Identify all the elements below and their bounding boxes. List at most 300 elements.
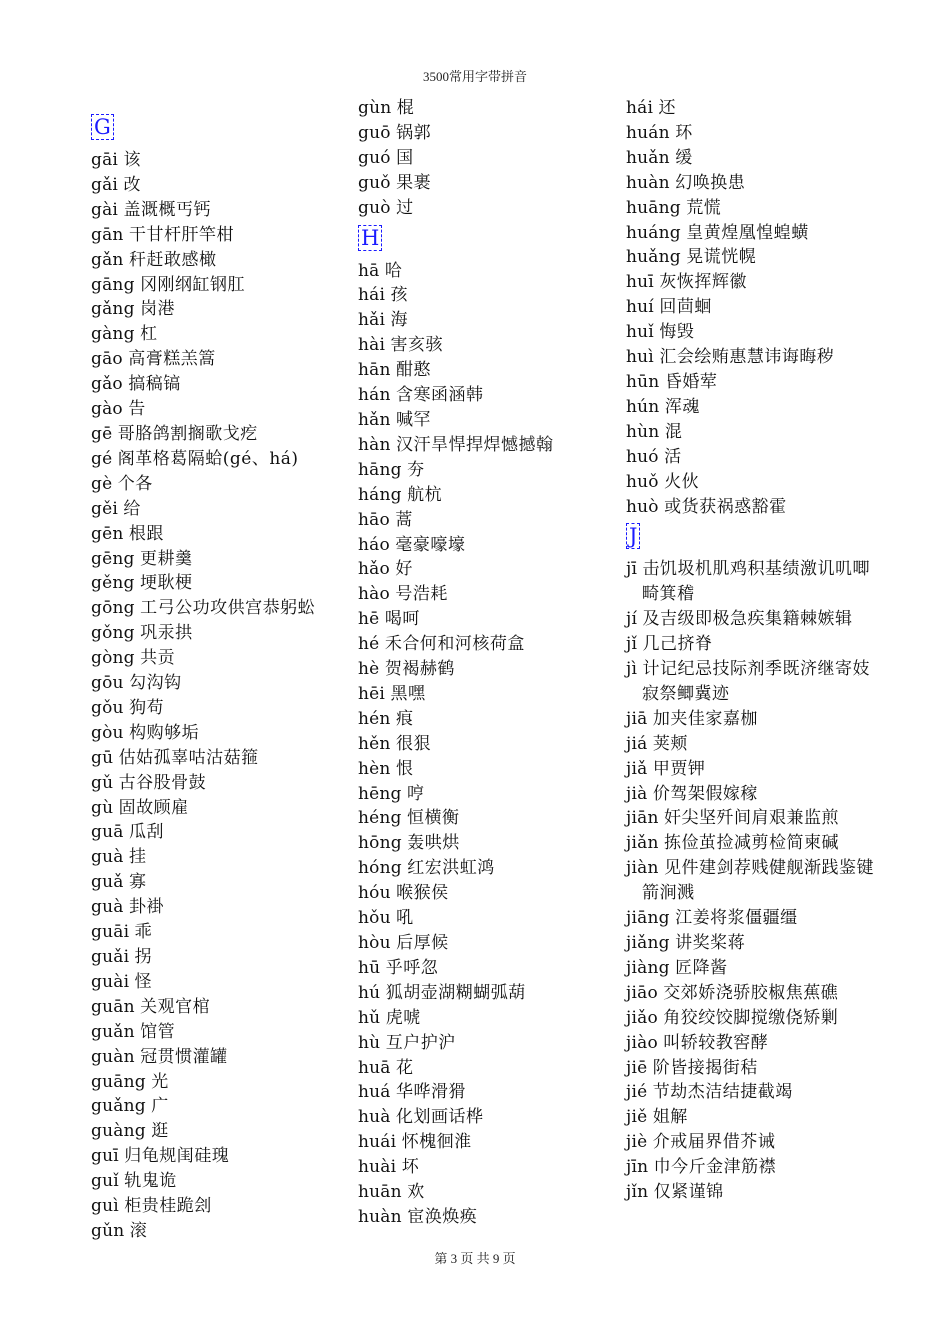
- characters: 高膏糕羔篙: [128, 349, 216, 370]
- characters: 寡: [128, 872, 147, 893]
- characters: 阁革格葛隔蛤(gé、há): [117, 448, 299, 469]
- pinyin: huǒ: [626, 471, 659, 492]
- characters: 虎唬: [385, 1007, 421, 1028]
- pinyin-entry: [358, 956, 613, 981]
- characters: 仅紧谨锦: [653, 1182, 724, 1203]
- characters: 拣俭茧捡减剪检简柬碱: [664, 833, 839, 854]
- pinyin: hū: [358, 957, 381, 978]
- pinyin: hè: [358, 659, 380, 680]
- pinyin: jǐn: [626, 1182, 649, 1203]
- pinyin: hǎo: [358, 559, 390, 580]
- pinyin-entry: [358, 682, 613, 707]
- characters: 共贡: [140, 648, 176, 669]
- characters: 工弓公功攻供宫恭躬蚣: [140, 598, 316, 619]
- pinyin: jiàn: [626, 858, 659, 879]
- pinyin-entry: [626, 1155, 876, 1180]
- pinyin: huài: [358, 1157, 397, 1178]
- pinyin: hái: [626, 98, 654, 118]
- characters: 卦褂: [128, 897, 164, 918]
- pinyin-entry: [91, 696, 341, 721]
- pinyin: hǒu: [358, 908, 391, 929]
- pinyin: guō: [358, 122, 391, 143]
- pinyin: jià: [626, 783, 648, 804]
- characters: 几己挤脊: [642, 634, 713, 655]
- pinyin-entry: [358, 757, 613, 782]
- pinyin-entry: [358, 856, 613, 881]
- characters: 狐胡壶湖糊蝴弧葫: [385, 982, 526, 1003]
- pinyin-entry: [91, 621, 341, 646]
- pinyin-entry: [626, 757, 876, 782]
- pinyin: guài: [91, 971, 130, 992]
- pinyin: hāo: [358, 509, 390, 530]
- pinyin: jí: [626, 609, 638, 630]
- characters: 含寒函涵韩: [396, 385, 484, 406]
- pinyin: huán: [626, 122, 670, 143]
- pinyin-entry: [91, 845, 341, 870]
- pinyin-entry: [626, 420, 876, 445]
- pinyin: guò: [358, 197, 391, 218]
- pinyin: gàng: [91, 324, 135, 345]
- pinyin-entry: [91, 173, 341, 198]
- characters: 交郊娇浇骄胶椒焦蕉礁: [663, 982, 839, 1003]
- pinyin: gān: [91, 224, 124, 245]
- characters: 欢: [407, 1182, 425, 1203]
- characters: 估姑孤辜咕沽菇箍: [118, 747, 259, 768]
- pinyin-entry: [358, 121, 613, 146]
- pinyin: huǐ: [626, 322, 654, 343]
- pinyin-entry: [358, 1205, 613, 1230]
- characters: 逛: [151, 1121, 169, 1142]
- pinyin-entry: [91, 447, 341, 472]
- pinyin: gěng: [91, 573, 135, 594]
- characters: 很狠: [395, 733, 431, 754]
- pinyin: guā: [91, 822, 124, 843]
- pinyin-entry: [91, 945, 341, 970]
- pinyin-entry: [626, 956, 876, 981]
- characters: 怀槐徊淮: [401, 1132, 472, 1153]
- pinyin-entry: [626, 320, 876, 345]
- characters: 后厚候: [396, 933, 449, 953]
- characters: 怪: [134, 971, 153, 992]
- pinyin: hén: [358, 708, 391, 729]
- pinyin-entry: [91, 422, 341, 447]
- pinyin-entry: [626, 931, 876, 956]
- characters: 该: [123, 150, 141, 170]
- pinyin: guà: [91, 897, 124, 918]
- characters: 酣憨: [396, 360, 432, 381]
- characters: 活: [664, 446, 682, 467]
- pinyin-entry: [358, 1006, 613, 1031]
- page-header: 3500常用字带拼音: [422, 69, 527, 84]
- characters: 毫豪嚎壕: [395, 534, 466, 555]
- pinyin-entry: [91, 1219, 341, 1244]
- characters: 滚: [129, 1220, 148, 1241]
- characters: 恨: [395, 758, 414, 779]
- pinyin-entry: [626, 495, 876, 520]
- pinyin: gǔn: [91, 1220, 125, 1241]
- pinyin-entry: [626, 221, 876, 246]
- pinyin-entry: [91, 297, 341, 322]
- characters: 回茴蛔: [659, 297, 712, 318]
- pinyin: jiá: [626, 733, 648, 754]
- pinyin: guāng: [91, 1071, 146, 1092]
- column-1: [91, 110, 341, 1244]
- pinyin: jiě: [626, 1107, 648, 1128]
- characters: 互户护沪: [385, 1032, 456, 1053]
- pinyin-entry: [626, 121, 876, 146]
- pinyin-entry: [626, 470, 876, 495]
- characters: 秆赶敢感橄: [128, 249, 217, 270]
- pinyin-entry: [626, 1056, 876, 1081]
- pinyin-entry: [91, 796, 341, 821]
- pinyin-entry: [626, 732, 876, 757]
- pinyin-entry: [626, 782, 876, 807]
- characters: 奸尖坚歼间肩艰兼监煎: [664, 808, 839, 829]
- characters: 蒿: [395, 509, 413, 530]
- pinyin-entry: [626, 831, 876, 856]
- pinyin: guǎn: [91, 1021, 135, 1042]
- characters: 轨鬼诡: [124, 1171, 177, 1192]
- pinyin-entry: [358, 483, 613, 508]
- pinyin-entry: [91, 995, 341, 1020]
- pinyin: guī: [91, 1146, 119, 1167]
- characters: 干甘杆肝竿柑: [128, 224, 234, 245]
- pinyin: jiān: [626, 808, 659, 829]
- pinyin: gǎn: [91, 249, 124, 270]
- pinyin: hé: [358, 634, 380, 655]
- pinyin: gù: [91, 797, 114, 818]
- pinyin: huī: [626, 272, 654, 293]
- characters: 匠降酱: [675, 957, 728, 978]
- section-heading: [626, 521, 876, 557]
- pinyin: jì: [626, 659, 638, 680]
- pinyin-entry: [91, 895, 341, 920]
- pinyin: hā: [358, 260, 380, 281]
- pinyin-entry: [358, 1080, 613, 1105]
- pinyin-entry: [91, 1070, 341, 1095]
- characters: 号浩耗: [395, 584, 448, 605]
- characters: 告: [128, 399, 146, 420]
- pinyin: guǐ: [91, 1171, 119, 1192]
- pinyin: jiāng: [626, 908, 670, 929]
- pinyin-entry: [91, 198, 341, 223]
- pinyin: gōu: [91, 673, 124, 694]
- pinyin-entry: [358, 333, 613, 358]
- pinyin-entry: [626, 345, 876, 370]
- pinyin: hǎn: [358, 409, 391, 430]
- pinyin: gēn: [91, 523, 124, 544]
- characters: 晃谎恍幌: [686, 247, 757, 268]
- pinyin: héng: [358, 808, 402, 829]
- pinyin: hūn: [626, 371, 660, 392]
- pinyin-entry: [358, 196, 613, 221]
- pinyin-entry: [358, 881, 613, 906]
- pinyin-entry: [91, 870, 341, 895]
- pinyin-entry: [358, 408, 613, 433]
- pinyin: gǔ: [91, 772, 114, 793]
- characters: 环: [675, 122, 693, 143]
- pinyin: hèn: [358, 758, 391, 779]
- pinyin-entry: [91, 347, 341, 372]
- pinyin-entry: [358, 508, 613, 533]
- pinyin: gài: [91, 199, 119, 220]
- pinyin-entry: [626, 196, 876, 221]
- column-3: [626, 96, 876, 1205]
- characters: 贺褐赫鹤: [384, 659, 455, 680]
- characters: 盖溉概丐钙: [123, 199, 211, 220]
- characters: 介戒届界借芥诫: [652, 1132, 776, 1153]
- section-heading: [91, 112, 341, 148]
- pinyin: háo: [358, 534, 390, 555]
- pinyin: guì: [91, 1196, 119, 1217]
- pinyin-entry: [358, 1180, 613, 1205]
- characters: 挂: [128, 847, 147, 868]
- pinyin-entry: [626, 245, 876, 270]
- pinyin: huā: [358, 1057, 391, 1078]
- characters: 广: [151, 1096, 169, 1117]
- characters: 孩: [390, 285, 409, 306]
- characters: 阶皆接揭街秸: [652, 1057, 758, 1078]
- pinyin: guāi: [91, 922, 130, 943]
- pinyin-entry: [358, 931, 613, 956]
- characters: 古谷股骨鼓: [118, 772, 207, 793]
- characters: 海: [390, 310, 409, 331]
- pinyin-entry: [358, 657, 613, 682]
- characters: 固故顾雇: [118, 797, 189, 818]
- pinyin: gōng: [91, 598, 135, 619]
- characters: 叫轿较教窖酵: [663, 1032, 769, 1053]
- pinyin: gùn: [358, 98, 392, 118]
- pinyin: gǒng: [91, 623, 135, 644]
- section-letter: J: [626, 523, 640, 549]
- pinyin: hěn: [358, 733, 391, 754]
- pinyin-entry: [358, 458, 613, 483]
- pinyin: hóng: [358, 858, 402, 879]
- characters: 过: [396, 197, 414, 218]
- pinyin: guó: [358, 147, 391, 168]
- pinyin-entry: [91, 248, 341, 273]
- pinyin-entry: [626, 1105, 876, 1130]
- pinyin-entry: [358, 557, 613, 582]
- pinyin-entry: [91, 223, 341, 248]
- characters: 火伙: [664, 471, 700, 492]
- pinyin: jiā: [626, 708, 648, 729]
- characters: 冠贯惯灌罐: [140, 1046, 228, 1067]
- characters: 灰恢挥辉徽: [659, 272, 747, 293]
- characters: 杠: [140, 324, 158, 345]
- characters: 狗苟: [129, 697, 165, 718]
- characters: 宦涣焕痪: [407, 1206, 478, 1227]
- pinyin: gāi: [91, 150, 119, 170]
- pinyin: jiàng: [626, 957, 670, 978]
- pinyin-entry: [358, 1056, 613, 1081]
- characters: 航杭: [407, 484, 443, 505]
- pinyin: jiāo: [626, 982, 658, 1003]
- pinyin: gāo: [91, 349, 123, 370]
- pinyin-entry: [626, 445, 876, 470]
- pinyin: gěi: [91, 498, 118, 519]
- pinyin-entry: [626, 856, 876, 906]
- pinyin: jī: [626, 559, 638, 580]
- characters: 哈: [384, 260, 403, 281]
- pinyin-entry: [358, 906, 613, 931]
- pinyin-entry: [626, 557, 876, 607]
- pinyin-entry: [358, 259, 613, 284]
- pinyin-entry: [91, 547, 341, 572]
- pinyin-entry: [91, 397, 341, 422]
- pinyin-entry: [626, 707, 876, 732]
- characters: 果裹: [396, 172, 432, 193]
- characters: 棍: [396, 98, 415, 118]
- characters: 华哗滑猾: [396, 1082, 467, 1103]
- pinyin-entry: [626, 146, 876, 171]
- pinyin: hài: [358, 335, 386, 356]
- pinyin: jiào: [626, 1032, 658, 1053]
- pinyin: hāng: [358, 459, 402, 480]
- pinyin: gòu: [91, 722, 124, 743]
- pinyin: huà: [358, 1107, 391, 1128]
- pinyin-entry: [358, 283, 613, 308]
- characters: 哼: [407, 783, 425, 804]
- pinyin: hān: [358, 360, 391, 381]
- pinyin-entry: [91, 1094, 341, 1119]
- pinyin-entry: [91, 1194, 341, 1219]
- pinyin: hē: [358, 609, 380, 630]
- pinyin-entry: [358, 607, 613, 632]
- pinyin: jīn: [626, 1157, 649, 1178]
- pinyin-entry: [91, 1119, 341, 1144]
- pinyin: hēng: [358, 783, 402, 804]
- pinyin-entry: [358, 1105, 613, 1130]
- pinyin: jiǎng: [626, 933, 670, 953]
- characters: 或货获祸惑豁霍: [664, 496, 787, 517]
- pinyin: hóu: [358, 883, 391, 904]
- pinyin: jiē: [626, 1057, 648, 1078]
- pinyin: guàng: [91, 1121, 146, 1142]
- pinyin: hái: [358, 285, 386, 306]
- characters: 巾今斤金津筋襟: [653, 1157, 777, 1178]
- characters: 喉猴侯: [396, 883, 449, 904]
- pinyin-entry: [91, 596, 341, 621]
- characters: 好: [395, 559, 413, 580]
- pinyin: jiǎo: [626, 1007, 658, 1028]
- characters: 搞稿镐: [128, 374, 181, 395]
- pinyin: guǎ: [91, 872, 124, 893]
- pinyin-entry: [626, 1130, 876, 1155]
- characters: 红宏洪虹鸿: [407, 858, 495, 879]
- pinyin-entry: [358, 533, 613, 558]
- characters: 击饥圾机肌鸡积基绩激讥叽唧畸箕稽: [642, 559, 871, 605]
- characters: 悔毁: [659, 322, 695, 343]
- characters: 埂耿梗: [139, 573, 193, 594]
- pinyin-entry: [91, 646, 341, 671]
- section-letter: H: [358, 225, 382, 251]
- pinyin-entry: [358, 632, 613, 657]
- characters: 角狡绞饺脚搅缴侥矫剿: [663, 1007, 839, 1028]
- pinyin-entry: [91, 771, 341, 796]
- characters: 给: [123, 498, 141, 519]
- pinyin-entry: [91, 820, 341, 845]
- pinyin: huí: [626, 297, 654, 318]
- characters: 讲奖桨蒋: [675, 933, 746, 953]
- pinyin: jiǎn: [626, 833, 659, 854]
- characters: 还: [658, 98, 677, 118]
- pinyin: guǎi: [91, 947, 130, 967]
- pinyin-entry: [358, 806, 613, 831]
- characters: 计记纪忌技际剂季既济继寄妓寂祭鲫冀迹: [642, 659, 871, 704]
- characters: 勾沟钩: [129, 673, 182, 694]
- pinyin-entry: [91, 1144, 341, 1169]
- characters: 汉汗旱悍捍焊憾撼翰: [396, 434, 554, 455]
- pinyin-entry: [91, 372, 341, 397]
- characters: 拐: [134, 947, 153, 967]
- pinyin-entry: [626, 1006, 876, 1031]
- pinyin-entry: [91, 970, 341, 995]
- characters: 喝呵: [384, 609, 420, 630]
- pinyin-entry: [358, 308, 613, 333]
- pinyin-entry: [626, 607, 876, 632]
- pinyin: huì: [626, 347, 654, 368]
- characters: 及吉级即极急疾集籍棘嫉辑: [642, 609, 853, 630]
- pinyin-entry: [91, 1169, 341, 1194]
- characters: 荚颊: [652, 733, 688, 754]
- characters: 黑嘿: [390, 683, 426, 704]
- pinyin-entry: [91, 721, 341, 746]
- pinyin: jié: [626, 1082, 648, 1103]
- pinyin-entry: [626, 370, 876, 395]
- characters: 甲贾钾: [652, 758, 706, 779]
- pinyin: hún: [626, 396, 660, 417]
- pinyin-entry: [91, 322, 341, 347]
- pinyin-entry: [358, 782, 613, 807]
- characters: 混: [664, 421, 683, 442]
- pinyin: huān: [358, 1182, 402, 1203]
- characters: 价驾架假嫁稼: [652, 783, 758, 804]
- pinyin-entry: [358, 981, 613, 1006]
- characters: 坏: [401, 1157, 420, 1178]
- characters: 馆管: [140, 1021, 176, 1042]
- pinyin-entry: [358, 1130, 613, 1155]
- pinyin: gè: [91, 473, 113, 494]
- characters: 根跟: [128, 523, 164, 544]
- pinyin: guǎng: [91, 1096, 146, 1117]
- pinyin-entry: [626, 395, 876, 420]
- pinyin: huǎng: [626, 247, 681, 268]
- pinyin-entry: [626, 295, 876, 320]
- pinyin: gǎng: [91, 299, 135, 320]
- pinyin-entry: [358, 358, 613, 383]
- characters: 禾合何和河核荷盒: [384, 634, 525, 655]
- pinyin: hú: [358, 982, 381, 1003]
- pinyin-entry: [91, 671, 341, 696]
- pinyin: huǎn: [626, 147, 670, 168]
- pinyin: gào: [91, 399, 123, 420]
- characters: 化划画话桦: [396, 1107, 484, 1128]
- pinyin: guǒ: [358, 172, 391, 193]
- characters: 花: [396, 1057, 414, 1078]
- characters: 害亥骇: [390, 335, 444, 356]
- characters: 锅郭: [396, 122, 432, 143]
- pinyin-entry: [358, 707, 613, 732]
- page-footer: 第 3 页 共 9 页: [434, 1251, 516, 1266]
- pinyin: hǎi: [358, 310, 386, 331]
- characters: 姐解: [652, 1107, 688, 1128]
- pinyin: guàn: [91, 1046, 135, 1067]
- characters: 归龟规闺硅瑰: [124, 1146, 230, 1167]
- pinyin-entry: [358, 146, 613, 171]
- pinyin: hùn: [626, 421, 660, 442]
- pinyin: gǒu: [91, 697, 124, 718]
